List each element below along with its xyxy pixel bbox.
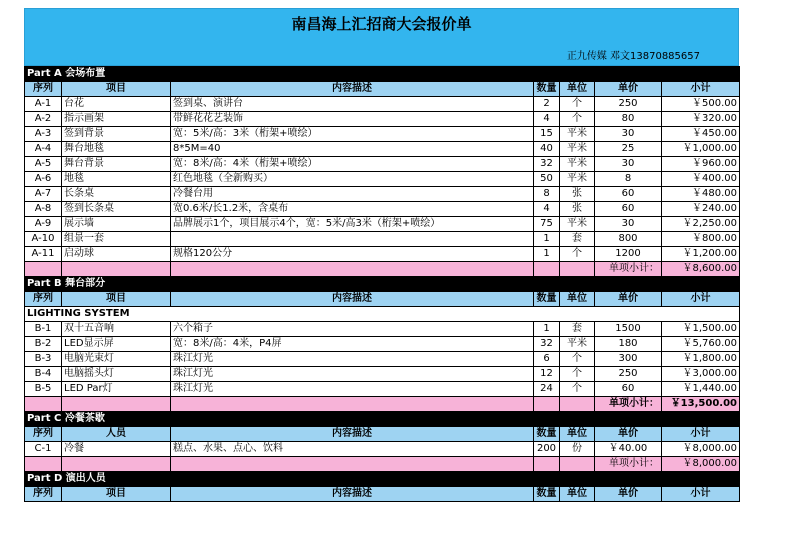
cell-desc: 红色地毯（全新购买） [171, 172, 534, 187]
column-header: 单价 [595, 427, 662, 442]
cell-qty: 32 [534, 157, 560, 172]
subtotal-label: 单项小计： [595, 457, 662, 472]
column-header: 数量 [534, 82, 560, 97]
table-row [25, 337, 740, 352]
subtotal-value: ￥8,000.00 [662, 457, 740, 472]
cell-unit: 份 [560, 442, 595, 457]
cell-price: 60 [595, 202, 662, 217]
section-header [25, 472, 740, 487]
cell-subtotal: ￥5,760.00 [662, 337, 740, 352]
table-row [25, 127, 740, 142]
cell-subtotal: ￥480.00 [662, 187, 740, 202]
cell-price: 8 [595, 172, 662, 187]
cell-unit: 平米 [560, 127, 595, 142]
section-title: Part B 舞台部分 [25, 277, 740, 292]
cell-subtotal: ￥8,000.00 [662, 442, 740, 457]
cell-item: 舞台背景 [62, 157, 171, 172]
column-header: 数量 [534, 427, 560, 442]
table-row [25, 247, 740, 262]
column-header: 内容描述 [171, 292, 534, 307]
table-row [25, 442, 740, 457]
cell-qty: 32 [534, 337, 560, 352]
subtotal-row [25, 457, 740, 472]
subtotal-row [25, 262, 740, 277]
cell-unit: 平米 [560, 217, 595, 232]
subtotal-blank [62, 262, 171, 277]
table-row [25, 382, 740, 397]
column-header: 序列 [25, 427, 62, 442]
subtotal-value: ￥13,500.00 [662, 397, 740, 412]
contact-info: 正九传媒 邓文13870885657 [566, 51, 700, 62]
section-header [25, 412, 740, 427]
column-header: 数量 [534, 292, 560, 307]
cell-unit: 套 [560, 322, 595, 337]
cell-desc: 冷餐台用 [171, 187, 534, 202]
subtotal-blank [171, 397, 534, 412]
cell-desc: 品牌展示1个，项目展示4个，宽：5米/高3米（桁架+喷绘） [171, 217, 534, 232]
column-header: 序列 [25, 487, 62, 502]
cell-desc: 珠江灯光 [171, 367, 534, 382]
column-header: 项目 [62, 292, 171, 307]
cell-item: 启动球 [62, 247, 171, 262]
cell-seq: A-11 [25, 247, 62, 262]
cell-seq: A-3 [25, 127, 62, 142]
cell-unit: 平米 [560, 157, 595, 172]
column-header: 单位 [560, 487, 595, 502]
cell-subtotal: ￥3,000.00 [662, 367, 740, 382]
cell-qty: 1 [534, 322, 560, 337]
cell-qty: 1 [534, 232, 560, 247]
cell-qty: 40 [534, 142, 560, 157]
cell-price: 800 [595, 232, 662, 247]
cell-qty: 200 [534, 442, 560, 457]
subtotal-blank [62, 397, 171, 412]
cell-price: 30 [595, 217, 662, 232]
cell-qty: 1 [534, 247, 560, 262]
cell-unit: 个 [560, 382, 595, 397]
cell-unit: 个 [560, 367, 595, 382]
column-header: 单位 [560, 427, 595, 442]
cell-item: 双十五音响 [62, 322, 171, 337]
column-header: 单价 [595, 82, 662, 97]
cell-item: LED Par灯 [62, 382, 171, 397]
column-header: 数量 [534, 487, 560, 502]
table-row [25, 112, 740, 127]
section-title: Part C 冷餐茶歇 [25, 412, 740, 427]
cell-price: ￥40.00 [595, 442, 662, 457]
cell-unit: 平米 [560, 337, 595, 352]
column-header: 单价 [595, 292, 662, 307]
table-row [25, 187, 740, 202]
cell-seq: C-1 [25, 442, 62, 457]
cell-price: 250 [595, 367, 662, 382]
cell-item: 地毯 [62, 172, 171, 187]
table-row [25, 97, 740, 112]
cell-qty: 2 [534, 97, 560, 112]
cell-seq: A-7 [25, 187, 62, 202]
cell-item: 签到背景 [62, 127, 171, 142]
cell-item: 电脑摇头灯 [62, 367, 171, 382]
cell-subtotal: ￥1,440.00 [662, 382, 740, 397]
cell-item: 签到长条桌 [62, 202, 171, 217]
cell-unit: 套 [560, 232, 595, 247]
cell-price: 250 [595, 97, 662, 112]
subtotal-label: 单项小计： [595, 262, 662, 277]
cell-unit: 张 [560, 202, 595, 217]
cell-seq: B-4 [25, 367, 62, 382]
column-header-row [25, 82, 740, 97]
cell-qty: 50 [534, 172, 560, 187]
subtotal-value: ￥8,600.00 [662, 262, 740, 277]
cell-item: 舞台地毯 [62, 142, 171, 157]
subtotal-blank [534, 397, 560, 412]
column-header: 单位 [560, 292, 595, 307]
cell-qty: 24 [534, 382, 560, 397]
cell-price: 30 [595, 127, 662, 142]
section-header [25, 67, 740, 82]
cell-unit: 平米 [560, 142, 595, 157]
cell-desc: 签到桌、演讲台 [171, 97, 534, 112]
column-header: 序列 [25, 292, 62, 307]
table-row [25, 352, 740, 367]
cell-item: 长条桌 [62, 187, 171, 202]
cell-seq: A-4 [25, 142, 62, 157]
cell-item: 组景一套 [62, 232, 171, 247]
subtotal-row [25, 397, 740, 412]
section-title: Part D 演出人员 [25, 472, 740, 487]
cell-item: 冷餐 [62, 442, 171, 457]
cell-seq: A-5 [25, 157, 62, 172]
table-row [25, 322, 740, 337]
cell-seq: A-8 [25, 202, 62, 217]
subtotal-blank [560, 397, 595, 412]
cell-desc: 8*5M=40 [171, 142, 534, 157]
column-header: 人员 [62, 427, 171, 442]
column-header: 内容描述 [171, 487, 534, 502]
cell-subtotal: ￥1,800.00 [662, 352, 740, 367]
cell-item: LED显示屏 [62, 337, 171, 352]
section-title: Part A 会场布置 [25, 67, 740, 82]
column-header: 项目 [62, 487, 171, 502]
cell-price: 60 [595, 187, 662, 202]
cell-price: 1500 [595, 322, 662, 337]
column-header-row [25, 427, 740, 442]
cell-seq: A-10 [25, 232, 62, 247]
subtotal-blank [560, 457, 595, 472]
column-header: 小计 [662, 487, 740, 502]
column-header: 项目 [62, 82, 171, 97]
table-row [25, 232, 740, 247]
subtotal-label: 单项小计： [595, 397, 662, 412]
table-row [25, 217, 740, 232]
cell-seq: A-2 [25, 112, 62, 127]
table-row [25, 157, 740, 172]
subtotal-blank [560, 262, 595, 277]
cell-qty: 15 [534, 127, 560, 142]
cell-subtotal: ￥1,200.00 [662, 247, 740, 262]
cell-price: 60 [595, 382, 662, 397]
subtotal-blank [25, 457, 62, 472]
cell-subtotal: ￥2,250.00 [662, 217, 740, 232]
cell-qty: 8 [534, 187, 560, 202]
section-header [25, 277, 740, 292]
cell-subtotal: ￥1,500.00 [662, 322, 740, 337]
column-header-row [25, 292, 740, 307]
cell-subtotal: ￥1,000.00 [662, 142, 740, 157]
cell-subtotal: ￥960.00 [662, 157, 740, 172]
cell-subtotal: ￥320.00 [662, 112, 740, 127]
column-header: 小计 [662, 82, 740, 97]
cell-qty: 6 [534, 352, 560, 367]
cell-price: 25 [595, 142, 662, 157]
cell-unit: 个 [560, 112, 595, 127]
cell-price: 300 [595, 352, 662, 367]
cell-subtotal: ￥400.00 [662, 172, 740, 187]
cell-qty: 4 [534, 202, 560, 217]
cell-subtotal: ￥240.00 [662, 202, 740, 217]
cell-subtotal: ￥800.00 [662, 232, 740, 247]
cell-qty: 4 [534, 112, 560, 127]
quotation-sheet [24, 8, 739, 502]
cell-seq: B-1 [25, 322, 62, 337]
cell-desc: 带鲜花花艺装饰 [171, 112, 534, 127]
table-row [25, 367, 740, 382]
cell-qty: 75 [534, 217, 560, 232]
subtotal-blank [62, 457, 171, 472]
cell-seq: B-5 [25, 382, 62, 397]
column-header: 单价 [595, 487, 662, 502]
cell-desc [171, 232, 534, 247]
cell-subtotal: ￥450.00 [662, 127, 740, 142]
subsection-row [25, 307, 740, 322]
cell-desc: 珠江灯光 [171, 352, 534, 367]
cell-price: 80 [595, 112, 662, 127]
cell-seq: A-9 [25, 217, 62, 232]
cell-desc: 糕点、水果、点心、饮料 [171, 442, 534, 457]
table-row [25, 142, 740, 157]
column-header: 内容描述 [171, 82, 534, 97]
cell-desc: 宽：8米/高：4米，P4屏 [171, 337, 534, 352]
cell-unit: 个 [560, 352, 595, 367]
cell-unit: 平米 [560, 172, 595, 187]
subtotal-blank [171, 262, 534, 277]
column-header: 小计 [662, 292, 740, 307]
subtotal-blank [25, 262, 62, 277]
cell-desc: 宽0.6米/长1.2米，含桌布 [171, 202, 534, 217]
table-row [25, 202, 740, 217]
cell-item: 台花 [62, 97, 171, 112]
column-header-row [25, 487, 740, 502]
cell-unit: 张 [560, 187, 595, 202]
cell-seq: A-6 [25, 172, 62, 187]
subsection-title: LIGHTING SYSTEM [25, 307, 740, 322]
subtotal-blank [534, 262, 560, 277]
cell-seq: A-1 [25, 97, 62, 112]
cell-price: 180 [595, 337, 662, 352]
cell-seq: B-2 [25, 337, 62, 352]
sheet-title: 南昌海上汇招商大会报价单 [291, 15, 472, 33]
subtotal-blank [171, 457, 534, 472]
quotation-table [24, 66, 740, 502]
cell-desc: 珠江灯光 [171, 382, 534, 397]
cell-item: 指示画架 [62, 112, 171, 127]
cell-item: 电脑光束灯 [62, 352, 171, 367]
column-header: 小计 [662, 427, 740, 442]
column-header: 单位 [560, 82, 595, 97]
table-row [25, 172, 740, 187]
cell-seq: B-3 [25, 352, 62, 367]
header-banner [24, 8, 739, 66]
cell-unit: 个 [560, 97, 595, 112]
column-header: 序列 [25, 82, 62, 97]
cell-desc: 六个箱子 [171, 322, 534, 337]
subtotal-blank [25, 397, 62, 412]
column-header: 内容描述 [171, 427, 534, 442]
cell-qty: 12 [534, 367, 560, 382]
cell-price: 30 [595, 157, 662, 172]
cell-price: 1200 [595, 247, 662, 262]
cell-unit: 个 [560, 247, 595, 262]
cell-desc: 规格120公分 [171, 247, 534, 262]
cell-desc: 宽：5米/高：3米（桁架+喷绘） [171, 127, 534, 142]
cell-subtotal: ￥500.00 [662, 97, 740, 112]
cell-desc: 宽：8米/高：4米（桁架+喷绘） [171, 157, 534, 172]
subtotal-blank [534, 457, 560, 472]
cell-item: 展示墙 [62, 217, 171, 232]
